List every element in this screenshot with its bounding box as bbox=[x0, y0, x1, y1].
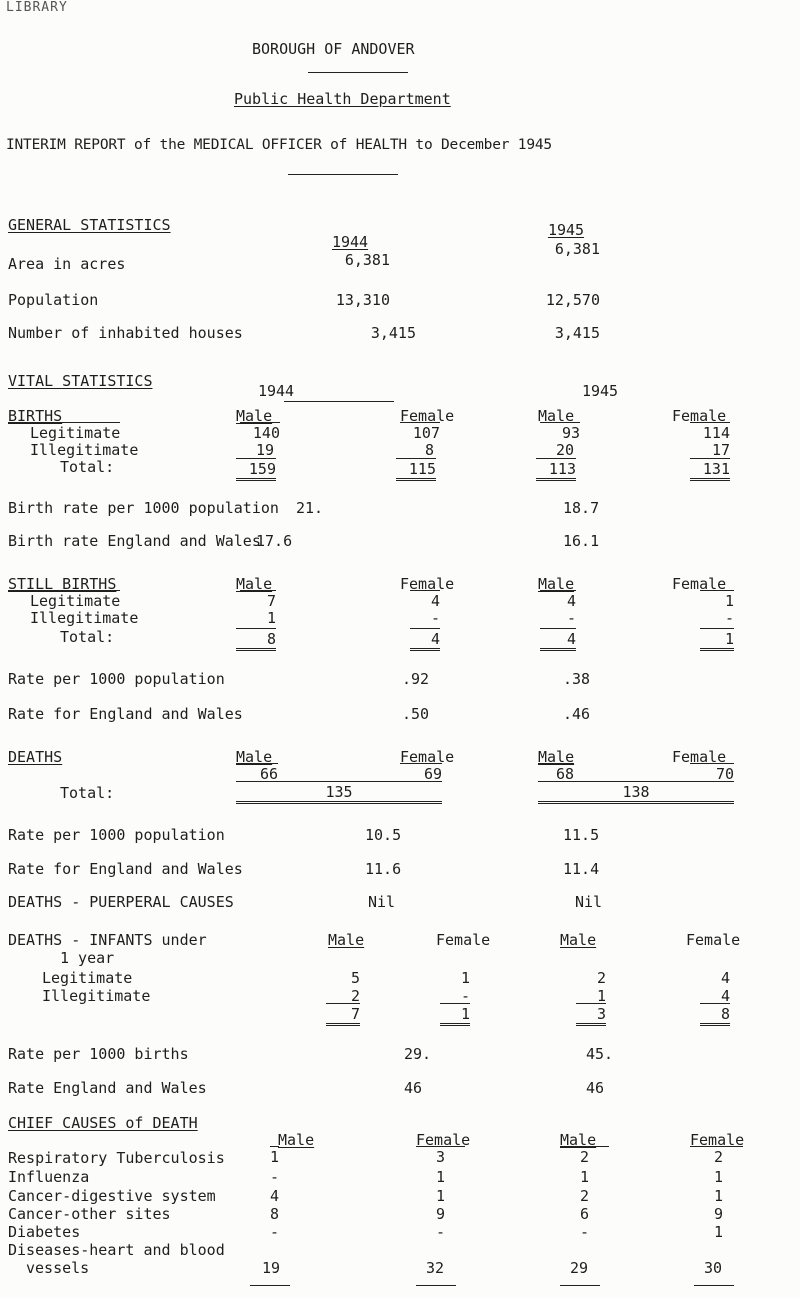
births-legit-f44: 107 bbox=[400, 422, 440, 442]
infant-rate-ew-1945: 46 bbox=[586, 1079, 605, 1097]
cause-f44: 32 bbox=[426, 1259, 445, 1277]
infant-rate-1944: 29. bbox=[404, 1045, 432, 1063]
divider bbox=[308, 72, 408, 73]
houses-1944: 3,415 bbox=[370, 324, 416, 342]
births-total-f44: 115 bbox=[396, 458, 436, 481]
deaths-male-1944-header: Male bbox=[236, 748, 273, 766]
divider bbox=[560, 1285, 600, 1286]
births-total-f45: 131 bbox=[690, 458, 730, 481]
cause-f45: 1 bbox=[714, 1168, 724, 1186]
death-rate-label: Rate per 1000 population bbox=[8, 826, 225, 844]
cause-m45: - bbox=[580, 1223, 590, 1241]
infants-heading: DEATHS - INFANTS under bbox=[8, 931, 207, 949]
infants-illegit-m45: 1 bbox=[596, 987, 606, 1005]
general-year-1944: 1944 bbox=[331, 233, 369, 251]
causes-male-1944-header: Male bbox=[278, 1131, 315, 1149]
stillbirths-total-m45: 4 bbox=[540, 628, 576, 651]
stillbirth-rate-label: Rate per 1000 population bbox=[8, 670, 225, 688]
stillbirths-legit-m45: 4 bbox=[540, 590, 576, 610]
cause-m44: 8 bbox=[270, 1205, 280, 1223]
births-legit-m45: 93 bbox=[540, 422, 580, 442]
area-label: Area in acres bbox=[8, 255, 126, 273]
deaths-m44: 66 bbox=[236, 763, 278, 783]
stillbirths-illegit-m45: - bbox=[566, 609, 576, 627]
death-rate-1945: 11.5 bbox=[563, 826, 600, 844]
deaths-female-1945-header: Female bbox=[672, 748, 727, 766]
infants-illegit-f44: - bbox=[460, 987, 470, 1005]
infants-legit-m44: 5 bbox=[350, 969, 360, 987]
infant-rate-ew-1944: 46 bbox=[404, 1079, 423, 1097]
infant-rate-label: Rate per 1000 births bbox=[8, 1045, 189, 1063]
infants-legit-f44: 1 bbox=[460, 969, 470, 987]
infants-total-f45: 8 bbox=[700, 1003, 730, 1026]
cause-f44: 9 bbox=[436, 1205, 446, 1223]
stillbirths-legit-f44: 4 bbox=[410, 590, 440, 610]
birth-rate-ew-1944: 17.6 bbox=[256, 532, 293, 550]
puerperal-1944: Nil bbox=[368, 893, 396, 911]
infants-illegit-f45: 4 bbox=[720, 987, 730, 1005]
death-rate-ew-1944: 11.6 bbox=[365, 860, 402, 878]
deaths-total-1944: 135 bbox=[236, 781, 442, 804]
borough-title: BOROUGH OF ANDOVER bbox=[252, 40, 415, 58]
cause-f44: 1 bbox=[436, 1168, 446, 1186]
birth-rate-1944: 21. bbox=[296, 499, 324, 517]
cause-label: vessels bbox=[26, 1259, 90, 1277]
cause-label: Influenza bbox=[8, 1168, 90, 1186]
cause-m44: - bbox=[270, 1168, 280, 1186]
infants-male-1944-header: Male bbox=[328, 931, 365, 949]
population-label: Population bbox=[8, 291, 99, 309]
cause-m45: 6 bbox=[580, 1205, 590, 1223]
divider bbox=[250, 1285, 290, 1286]
cause-f44: 1 bbox=[436, 1187, 446, 1205]
deaths-total-label: Total: bbox=[60, 784, 115, 802]
cause-f45: 1 bbox=[714, 1187, 724, 1205]
deaths-total-1945: 138 bbox=[538, 781, 734, 804]
vital-year-1944: 1944 bbox=[257, 382, 295, 400]
cause-f44: 3 bbox=[416, 1146, 465, 1166]
stillbirth-rate-1945: .38 bbox=[563, 670, 591, 688]
stillbirth-rate-ew-label: Rate for England and Wales bbox=[8, 705, 243, 723]
stillbirth-rate-ew-1945: .46 bbox=[563, 705, 591, 723]
vital-heading: VITAL STATISTICS bbox=[8, 372, 153, 390]
stillbirths-female-1945-header: Female bbox=[672, 575, 727, 593]
cause-m45: 29 bbox=[570, 1259, 589, 1277]
births-legit-label: Legitimate bbox=[8, 422, 120, 442]
cause-m44: 19 bbox=[262, 1259, 281, 1277]
causes-female-1944-header: Female bbox=[416, 1131, 471, 1149]
stillbirths-legit-f45: 1 bbox=[700, 590, 734, 610]
births-illegit-f45: 17 bbox=[711, 441, 730, 459]
births-female-1945-header: Female bbox=[672, 407, 727, 425]
causes-heading: CHIEF CAUSES of DEATH bbox=[8, 1114, 198, 1132]
births-female-1944-header: Female bbox=[400, 407, 455, 425]
birth-rate-1945: 18.7 bbox=[563, 499, 600, 517]
stillbirths-illegit-f45: - bbox=[724, 609, 734, 627]
report-title: INTERIM REPORT of the MEDICAL OFFICER of HEALTH to December 1945 bbox=[6, 137, 552, 153]
births-legit-f45: 114 bbox=[690, 422, 730, 442]
deaths-male-1945-header: Male bbox=[538, 748, 575, 766]
birth-rate-ew-label: Birth rate England and Wales bbox=[8, 532, 261, 550]
infants-legit-m45: 2 bbox=[596, 969, 606, 987]
cause-label: Respiratory Tuberculosis bbox=[8, 1149, 225, 1167]
cause-label: Cancer-other sites bbox=[8, 1205, 171, 1223]
stillbirths-legit-label: Legitimate bbox=[8, 590, 120, 610]
births-illegit-f44: 8 bbox=[424, 441, 434, 459]
birth-rate-label: Birth rate per 1000 population bbox=[8, 499, 279, 517]
infants-legit-label: Legitimate bbox=[42, 969, 133, 987]
death-rate-ew-1945: 11.4 bbox=[563, 860, 600, 878]
deaths-m45: 68 bbox=[538, 763, 574, 783]
stillbirths-total-label: Total: bbox=[60, 628, 115, 646]
births-male-1944-header: Male bbox=[236, 407, 273, 425]
births-illegit-label: Illegitimate bbox=[30, 441, 139, 459]
births-male-1945-header: Male bbox=[538, 407, 575, 425]
death-rate-1944: 10.5 bbox=[365, 826, 402, 844]
infants-total-m44: 7 bbox=[326, 1003, 360, 1026]
area-1945: 6,381 bbox=[554, 240, 600, 258]
births-heading: BIRTHS bbox=[8, 407, 63, 425]
population-1944: 13,310 bbox=[335, 291, 390, 309]
cause-f45: 30 bbox=[704, 1259, 723, 1277]
stillbirths-total-f44: 4 bbox=[410, 628, 440, 651]
stillbirths-legit-m44: 7 bbox=[240, 590, 276, 610]
houses-label: Number of inhabited houses bbox=[8, 324, 243, 342]
puerperal-label: DEATHS - PUERPERAL CAUSES bbox=[8, 893, 234, 911]
deaths-heading: DEATHS bbox=[8, 748, 63, 766]
stillbirths-total-m44: 8 bbox=[236, 628, 276, 651]
cause-label: Cancer-digestive system bbox=[8, 1187, 216, 1205]
infants-total-f44: 1 bbox=[440, 1003, 470, 1026]
area-1944: 6,381 bbox=[344, 251, 390, 269]
general-year-1945: 1945 bbox=[547, 221, 585, 239]
department-title: Public Health Department bbox=[234, 90, 451, 108]
causes-male-1945-header: Male bbox=[560, 1131, 597, 1149]
birth-rate-ew-1945: 16.1 bbox=[563, 532, 600, 550]
infant-rate-ew-label: Rate England and Wales bbox=[8, 1079, 207, 1097]
cause-m44: 1 bbox=[270, 1148, 280, 1166]
stillbirths-male-1944-header: Male bbox=[236, 575, 273, 593]
deaths-f45: 70 bbox=[690, 763, 734, 783]
cause-f45: 9 bbox=[714, 1205, 724, 1223]
vital-year-1945: 1945 bbox=[581, 382, 619, 400]
stillbirths-illegit-m44: 1 bbox=[266, 609, 276, 627]
cause-m45: 2 bbox=[580, 1187, 590, 1205]
cause-label: Diabetes bbox=[8, 1223, 81, 1241]
library-stamp: LIBRARY bbox=[6, 0, 68, 15]
cause-f45: 1 bbox=[714, 1223, 724, 1241]
cause-label: Diseases-heart and blood bbox=[8, 1241, 225, 1259]
births-total-m44: 159 bbox=[236, 458, 276, 481]
stillbirths-illegit-f44: - bbox=[430, 609, 440, 627]
houses-1945: 3,415 bbox=[554, 324, 600, 342]
infants-illegit-label: Illegitimate bbox=[42, 987, 151, 1005]
puerperal-1945: Nil bbox=[575, 893, 603, 911]
stillbirths-heading: STILL BIRTHS bbox=[8, 575, 117, 593]
infants-female-1944-header: Female bbox=[436, 931, 491, 949]
general-heading: GENERAL STATISTICS bbox=[8, 216, 171, 234]
births-illegit-m44: 19 bbox=[255, 441, 274, 459]
infant-rate-1945: 45. bbox=[586, 1045, 614, 1063]
infants-heading-cont: 1 year bbox=[60, 949, 115, 967]
births-total-label: Total: bbox=[60, 458, 115, 476]
infants-legit-f45: 4 bbox=[720, 969, 730, 987]
divider bbox=[284, 401, 394, 402]
stillbirths-total-f45: 1 bbox=[700, 628, 734, 651]
causes-female-1945-header: Female bbox=[690, 1131, 745, 1149]
deaths-female-1944-header: Female bbox=[400, 748, 455, 766]
cause-m45: 1 bbox=[580, 1168, 590, 1186]
cause-m45: 2 bbox=[560, 1146, 609, 1166]
stillbirth-rate-1944: .92 bbox=[402, 670, 430, 688]
infants-female-1945-header: Female bbox=[686, 931, 741, 949]
infants-total-m45: 3 bbox=[576, 1003, 606, 1026]
births-total-m45: 113 bbox=[536, 458, 576, 481]
infants-illegit-m44: 2 bbox=[350, 987, 360, 1005]
deaths-f44: 69 bbox=[400, 763, 442, 783]
stillbirths-male-1945-header: Male bbox=[538, 575, 575, 593]
cause-f45: 2 bbox=[690, 1146, 743, 1166]
population-1945: 12,570 bbox=[545, 291, 600, 309]
infants-male-1945-header: Male bbox=[560, 931, 597, 949]
births-legit-m44: 140 bbox=[240, 422, 280, 442]
cause-m44: 4 bbox=[270, 1187, 280, 1205]
divider bbox=[288, 174, 398, 175]
stillbirths-female-1944-header: Female bbox=[400, 575, 455, 593]
stillbirth-rate-ew-1944: .50 bbox=[402, 705, 430, 723]
death-rate-ew-label: Rate for England and Wales bbox=[8, 860, 243, 878]
divider bbox=[416, 1285, 456, 1286]
cause-f44: - bbox=[436, 1223, 446, 1241]
births-illegit-m45: 20 bbox=[555, 441, 574, 459]
stillbirths-illegit-label: Illegitimate bbox=[30, 609, 139, 627]
divider bbox=[694, 1285, 734, 1286]
cause-m44: - bbox=[270, 1223, 280, 1241]
